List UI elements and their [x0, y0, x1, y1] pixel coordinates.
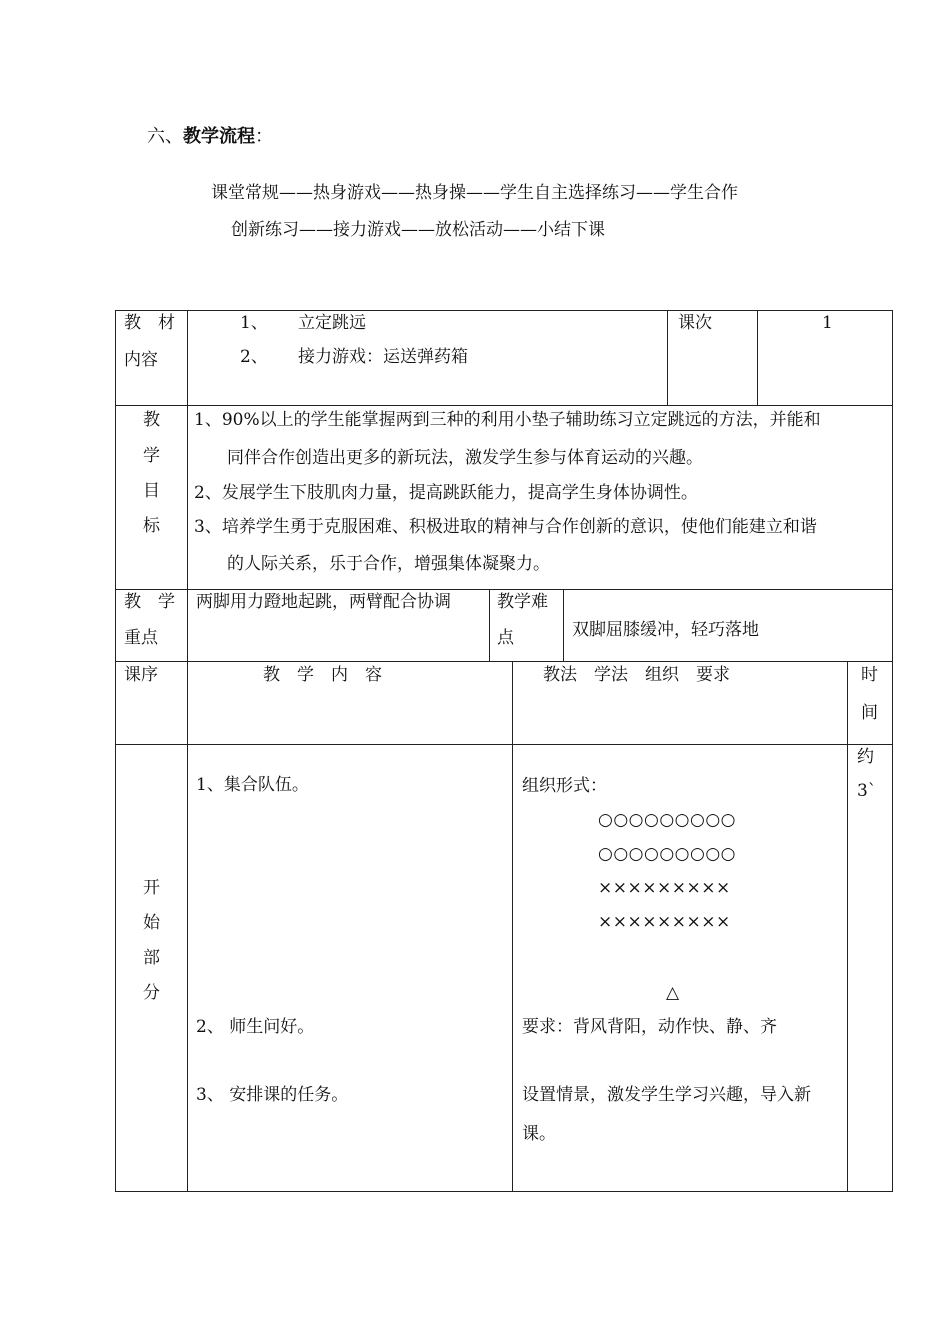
objective-text: 同伴合作创造出更多的新玩法，激发学生参与体育运动的兴趣。	[227, 448, 703, 468]
cell-divider	[187, 310, 188, 406]
content-item: 1、集合队伍。	[196, 775, 309, 795]
section-heading	[147, 128, 273, 146]
material-item-text: 接力游戏：运送弹药箱	[298, 347, 468, 367]
table-row-divider	[115, 661, 893, 662]
objectives-label: 标	[143, 516, 160, 536]
header-method: 教法 学法 组织 要求	[543, 665, 730, 685]
section-suffix: ：	[255, 126, 273, 147]
cell-divider	[563, 589, 564, 662]
section-label: 始	[143, 913, 160, 933]
scenario-text: 课。	[522, 1124, 556, 1144]
material-item-number: 2、	[240, 347, 268, 367]
time-value: 3`	[857, 781, 877, 801]
section-label: 开	[143, 878, 160, 898]
table-row-divider	[115, 589, 893, 590]
cell-divider	[757, 310, 758, 406]
section-label: 部	[143, 948, 160, 968]
header-content: 教 学 内 容	[263, 665, 382, 685]
time-value: 约	[857, 747, 874, 767]
formation-row-crosses: ×××××××××	[598, 878, 731, 898]
focus-text: 两脚用力蹬地起跳，两臂配合协调	[196, 592, 451, 612]
organization-label: 组织形式：	[522, 776, 607, 796]
content-item: 2、 师生问好。	[196, 1017, 315, 1037]
objective-text: 3、培养学生勇于克服困难、积极进取的精神与合作创新的意识，使他们能建立和谐	[194, 517, 817, 537]
table-border-left	[115, 310, 116, 1192]
requirement-text: 要求：背风背阳，动作快、静、齐	[522, 1017, 777, 1037]
objective-text: 2、发展学生下肢肌肉力量，提高跳跃能力，提高学生身体协调性。	[194, 483, 698, 503]
section-title: 教学流程	[183, 126, 255, 147]
flow-line-2: 创新练习——接力游戏——放松活动——小结下课	[231, 220, 605, 240]
scenario-text: 设置情景，激发学生学习兴趣，导入新	[522, 1085, 811, 1105]
lesson-number-value: 1	[822, 313, 833, 333]
header-time: 时	[861, 665, 878, 685]
material-label: 内容	[124, 350, 158, 370]
focus-label: 教 学	[124, 592, 175, 612]
flow-line-1: 课堂常规——热身游戏——热身操——学生自主选择练习——学生合作	[211, 183, 738, 203]
header-time: 间	[861, 703, 878, 723]
material-label: 教 材	[124, 313, 175, 333]
formation-row-crosses: ×××××××××	[598, 912, 731, 932]
objectives-label: 目	[143, 481, 160, 501]
cell-divider	[847, 661, 848, 1192]
cell-divider	[187, 661, 188, 1192]
difficulty-text: 双脚屈膝缓冲，轻巧落地	[572, 620, 759, 640]
content-item: 3、 安排课的任务。	[196, 1085, 349, 1105]
objectives-label: 学	[143, 446, 160, 466]
objectives-label: 教	[143, 410, 160, 430]
objective-text: 1、90%以上的学生能掌握两到三种的利用小垫子辅助练习立定跳远的方法，并能和	[194, 410, 821, 430]
table-border-bottom	[115, 1191, 893, 1192]
lesson-number-label: 课次	[678, 313, 712, 333]
difficulty-label: 点	[497, 628, 514, 648]
cell-divider	[489, 589, 490, 662]
table-border-top	[115, 310, 893, 311]
cell-divider	[512, 661, 513, 1192]
formation-row-circles: ○○○○○○○○○	[598, 810, 737, 830]
cell-divider	[187, 589, 188, 662]
focus-label: 重点	[124, 628, 158, 648]
material-item-text: 立定跳远	[298, 313, 366, 333]
material-item-number: 1、	[240, 313, 268, 333]
cell-divider	[187, 405, 188, 590]
header-order: 课序	[124, 665, 158, 685]
formation-row-circles: ○○○○○○○○○	[598, 844, 737, 864]
table-row-divider	[115, 405, 893, 406]
table-border-right	[892, 310, 893, 1192]
teacher-position: △	[666, 983, 680, 1003]
cell-divider	[667, 310, 668, 406]
difficulty-label: 教学难	[497, 592, 548, 612]
table-row-divider	[115, 744, 893, 745]
objective-text: 的人际关系，乐于合作，增强集体凝聚力。	[227, 554, 550, 574]
section-label: 分	[143, 983, 160, 1003]
section-prefix: 六、	[147, 126, 183, 147]
